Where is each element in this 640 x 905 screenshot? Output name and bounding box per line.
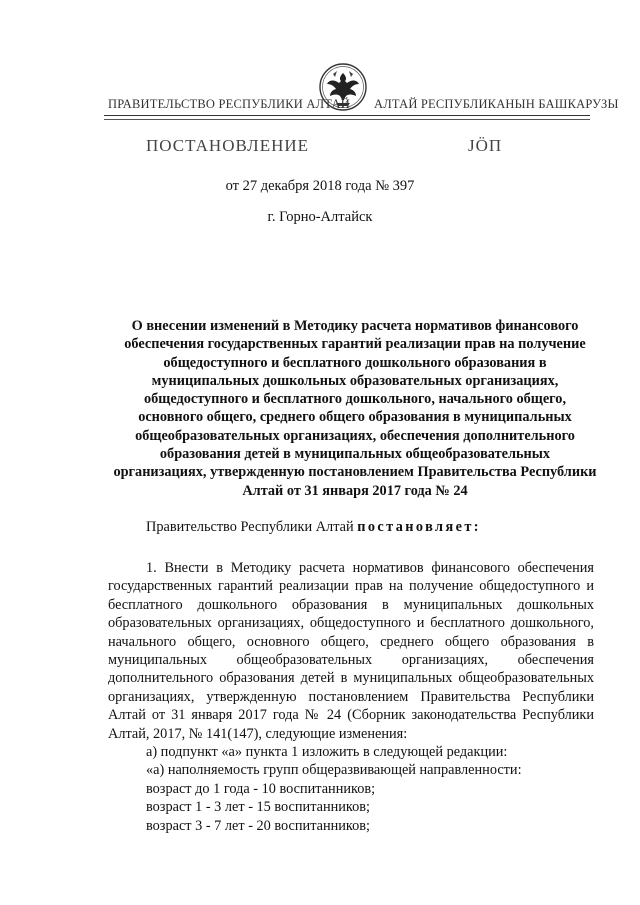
header-divider-thin	[104, 119, 590, 120]
list-item: возраст 1 - 3 лет - 15 воспитанников;	[146, 799, 371, 816]
header-divider-thick	[104, 115, 590, 116]
government-name-ru: ПРАВИТЕЛЬСТВО РЕСПУБЛИКИ АЛТАЙ	[108, 97, 350, 111]
list-item: «а) наполняемость групп общеразвивающей направленности:	[146, 762, 522, 779]
document-type-altai: ЈӦП	[468, 136, 503, 155]
preamble-verb: постановляет:	[357, 519, 481, 535]
document-body	[108, 559, 594, 835]
paragraph-1: 1. Внести в Методику расчета нормативов финансового обеспечения государственных гарантий реализации прав на получение общедоступного и бесплатного дошкольного образования в муниципальных дошкольных образовательных организациях, общедоступного и бесплатного дошкольного, начального общего, основного общего, среднего общего образования в муниципальных общеобразовательных организациях, обеспечения дополнительного образования детей в муниципальных общеобразовательных организациях, утвержденную постановлением Правительства Республики Алтай от 31 января 2017 года № 24 (Сборник законодательства Республики Алтай, 2017, № 141(147), следующие изменения:	[108, 560, 594, 742]
list-item: а) подпункт «а» пункта 1 изложить в следующей редакции:	[146, 744, 508, 761]
document-city: г. Горно-Алтайск	[267, 209, 373, 225]
preamble-subject: Правительство Республики Алтай	[146, 519, 354, 535]
document-type-ru: ПОСТАНОВЛЕНИЕ	[146, 136, 310, 155]
document-title: О внесении изменений в Методику расчета нормативов финансового обеспечения государственных гарантий реализации прав на получение общедоступного и бесплатного дошкольного образования в муниципальных дошкольных образовательных организациях, общедоступного и бесплатного дошкольного, начального общего, основного общего, среднего общего образования в муниципальных общеобразовательных организациях, обеспечения дополнительного образования детей в муниципальных общеобразовательных организациях, утвержденную постановлением Правительства Республики Алтай от 31 января 2017 года № 24	[113, 318, 597, 499]
list-item: возраст до 1 года - 10 воспитанников;	[146, 780, 376, 797]
document-date-number: от 27 декабря 2018 года № 397	[225, 178, 415, 194]
list-item: возраст 3 - 7 лет - 20 воспитанников;	[146, 817, 371, 834]
preamble	[146, 519, 481, 536]
government-name-altai: АЛТАЙ РЕСПУБЛИКАНЫН БАШКАРУЗЫ	[374, 97, 619, 111]
